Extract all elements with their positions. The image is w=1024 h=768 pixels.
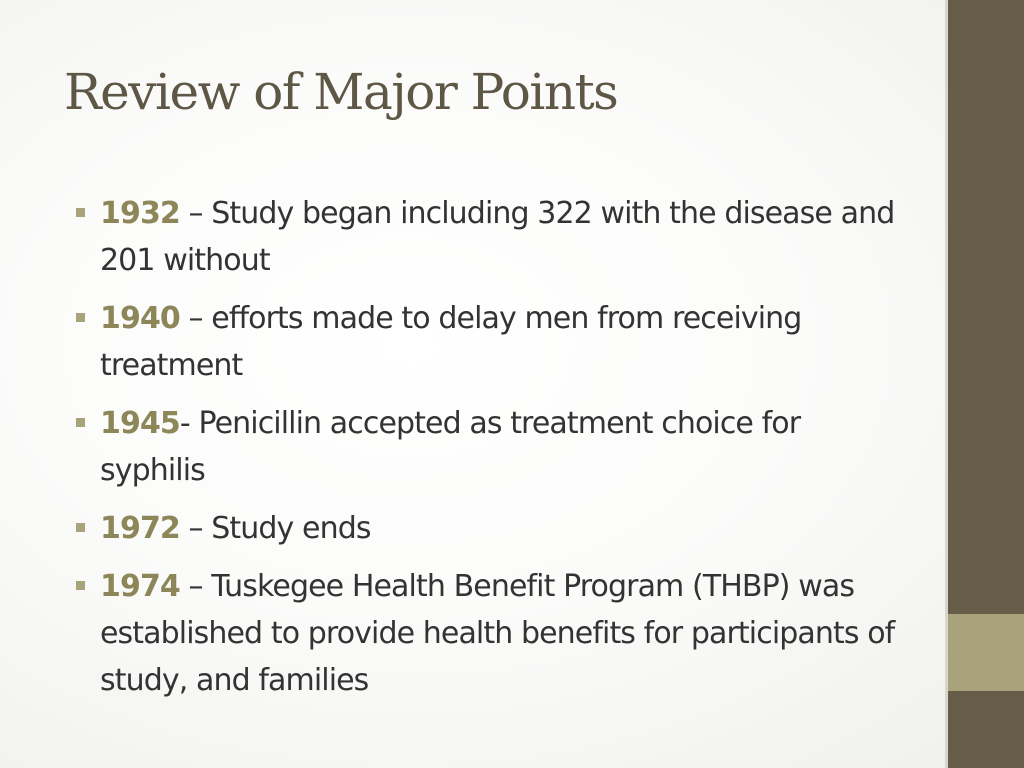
bullet-year: 1972 [100,511,180,546]
bullet-year: 1932 [100,196,180,231]
bullet-item [76,400,896,494]
bullet-list [76,190,896,715]
bullet-item [76,505,896,552]
bullet-text: - Penicillin accepted as treatment choice for syphilis [100,406,801,488]
bullet-item [76,295,896,389]
bullet-text: – Tuskegee Health Benefit Program (THBP) was established to provide health benefits for participants of study, and families [100,569,895,698]
bullet-text: – Study ends [179,511,371,546]
bullet-year: 1974 [100,569,180,604]
side-bar-accent [948,614,1024,691]
square-bullet-icon [76,313,85,322]
bullet-year: 1945 [100,406,180,441]
bullet-item [76,190,896,284]
bullet-text: – efforts made to delay men from receiving treatment [100,301,802,383]
square-bullet-icon [76,581,85,590]
square-bullet-icon [76,208,85,217]
bullet-text: – Study began including 322 with the disease and 201 without [100,196,895,278]
bullet-year: 1940 [100,301,180,336]
square-bullet-icon [76,523,85,532]
bullet-item [76,563,896,704]
square-bullet-icon [76,418,85,427]
slide-title: Review of Major Points [64,63,618,121]
